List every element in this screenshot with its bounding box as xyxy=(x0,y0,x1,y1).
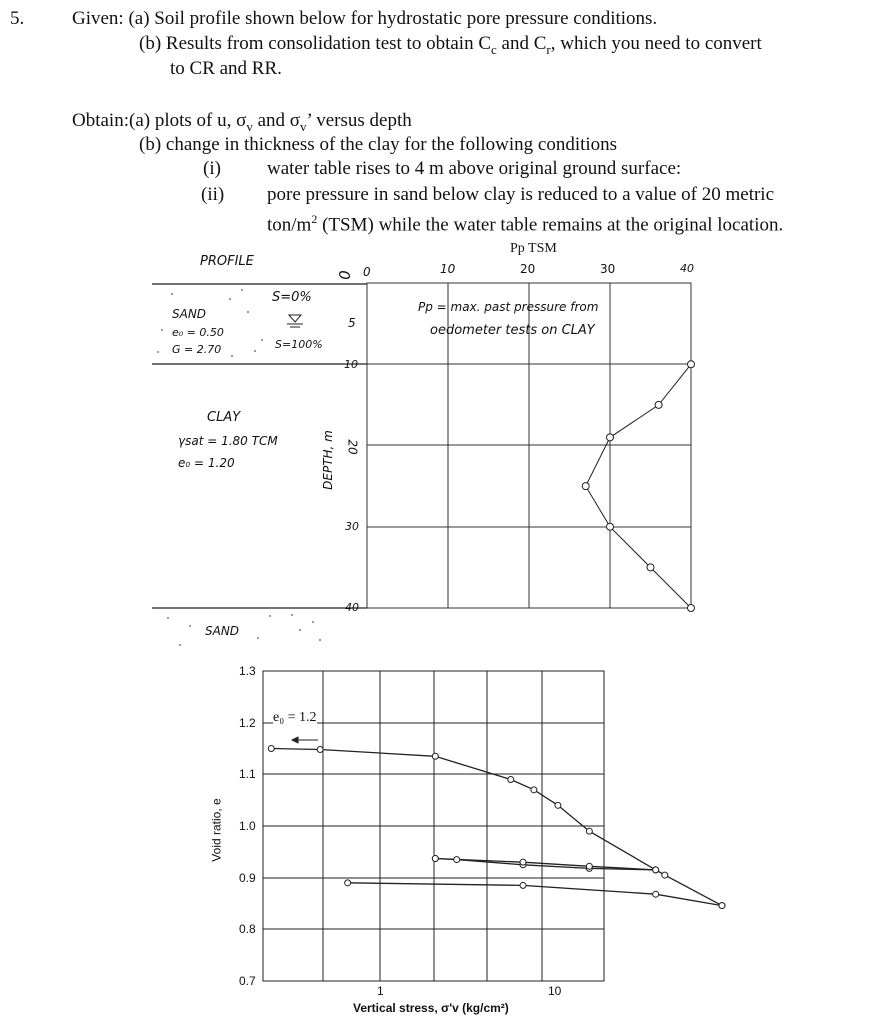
saturation-full-label: S=100% xyxy=(275,338,323,351)
condition-ii-unit: ton/m xyxy=(267,214,312,236)
sand-bottom-label: SAND xyxy=(205,624,240,638)
consolidation-point-0-1 xyxy=(317,747,323,753)
saturation-zero-label: S=0% xyxy=(272,290,312,305)
consolidation-point-0-4 xyxy=(531,787,537,793)
pp-axis-label: Pp TSM xyxy=(510,241,557,256)
pp-tick-30: 30 xyxy=(600,262,616,276)
depth-axis-label: DEPTH, m xyxy=(320,430,335,490)
condition-ii-text: pore pressure in sand below clay is reduced to a value of 20 metric xyxy=(267,184,775,205)
problem-number: 5. xyxy=(10,8,25,29)
pp-tick-0: 0 xyxy=(363,265,371,279)
condition-ii-rest: (TSM) while the water table remains at the original location. xyxy=(317,214,784,236)
clay-gamma-label: γsat = 1.80 TCM xyxy=(178,434,278,448)
obtain-a-start: Obtain:(a) plots of u, σ xyxy=(72,110,247,131)
sigma-v-subscript: v xyxy=(246,118,253,134)
sand-g-label: G = 2.70 xyxy=(172,343,222,356)
given-b-mid: and C xyxy=(496,33,547,54)
clay-e0-label: e₀ = 1.20 xyxy=(178,456,235,470)
condition-i-text: water table rises to 4 m above original ground surface: xyxy=(267,158,682,179)
consolidation-point-2-1 xyxy=(520,859,526,865)
consolidation-point-0-3 xyxy=(508,777,514,783)
pp-point-4 xyxy=(607,523,614,530)
sand-top-label: SAND xyxy=(172,307,207,321)
depth-tick-40: 40 xyxy=(345,601,359,614)
condition-i-number: (i) xyxy=(203,158,221,179)
obtain-a-end: ’ versus depth xyxy=(306,110,412,131)
consolidation-point-0-2 xyxy=(432,753,438,759)
squared-superscript: 2 xyxy=(311,212,318,226)
pp-point-3 xyxy=(582,483,589,490)
e0-arrow-icon xyxy=(292,737,318,743)
stress-tick-1: 1 xyxy=(377,984,384,998)
given-b2-text: to CR and RR. xyxy=(170,58,282,79)
pp-tick-40: 40 xyxy=(680,262,694,275)
consolidation-point-0-0 xyxy=(268,746,274,752)
consolidation-point-3-3 xyxy=(345,880,351,886)
depth-tick-10: 10 xyxy=(344,358,358,371)
consolidation-point-3-0 xyxy=(719,903,725,909)
consolidation-curves xyxy=(271,749,722,906)
consolidation-point-2-3 xyxy=(653,867,659,873)
depth-tick-0: 0 xyxy=(334,270,353,280)
consolidation-point-3-1 xyxy=(653,891,659,897)
consolidation-points xyxy=(268,746,725,909)
water-table-icon xyxy=(287,315,303,327)
given-a-text: Given: (a) Soil profile shown below for hydrostatic pore pressure conditions. xyxy=(72,8,658,29)
cr-subscript: r xyxy=(546,41,551,57)
e-tick-0-9: 0.9 xyxy=(239,871,256,885)
pp-curve-line xyxy=(586,364,691,608)
consolidation-series-3 xyxy=(348,883,722,906)
e0-annotation: e₀ = 1.2 xyxy=(273,710,317,725)
e-tick-1-0: 1.0 xyxy=(239,819,256,833)
obtain-a-mid: and σ xyxy=(252,110,301,131)
e-tick-0-8: 0.8 xyxy=(239,922,256,936)
pp-point-2 xyxy=(607,434,614,441)
sigma-v-eff-subscript: v xyxy=(300,118,307,134)
pp-point-6 xyxy=(688,605,695,612)
consolidation-point-2-4 xyxy=(662,872,668,878)
given-b-end: , which you need to convert xyxy=(550,33,762,54)
obtain-b-text: (b) change in thickness of the clay for the following conditions xyxy=(139,134,618,155)
pp-points xyxy=(582,361,694,612)
stress-axis-label: Vertical stress, σ'v (kg/cm²) xyxy=(353,1001,509,1015)
pp-point-5 xyxy=(647,564,654,571)
profile-title: PROFILE xyxy=(200,254,254,269)
depth-tick-30: 30 xyxy=(345,520,359,533)
e-tick-0-7: 0.7 xyxy=(239,974,256,988)
consolidation-point-2-0 xyxy=(432,856,438,862)
sand-e0-label: e₀ = 0.50 xyxy=(172,326,224,339)
depth-tick-5: 5 xyxy=(348,316,356,330)
condition-ii-number: (ii) xyxy=(201,184,225,205)
consolidation-point-2-2 xyxy=(586,863,592,869)
pp-point-0 xyxy=(688,361,695,368)
consolidation-point-0-6 xyxy=(586,828,592,834)
e-tick-1-1: 1.1 xyxy=(239,767,256,781)
consolidation-point-1-3 xyxy=(454,857,460,863)
e-tick-1-2: 1.2 xyxy=(239,716,256,730)
given-b-start: (b) Results from consolidation test to obtain C xyxy=(139,33,491,54)
pp-note-line1: Pp = max. past pressure from xyxy=(418,300,599,314)
stress-tick-10: 10 xyxy=(548,984,562,998)
pp-note-line2: oedometer tests on CLAY xyxy=(430,323,595,338)
pp-tick-20: 20 xyxy=(520,262,536,276)
depth-tick-20: 20 xyxy=(345,439,360,455)
pp-tick-10: 10 xyxy=(440,262,456,276)
consolidation-point-3-2 xyxy=(520,882,526,888)
pp-point-1 xyxy=(655,401,662,408)
consolidation-series-0 xyxy=(271,749,656,870)
cc-subscript: c xyxy=(491,41,497,57)
consolidation-point-0-5 xyxy=(555,802,561,808)
void-ratio-axis-label: Void ratio, e xyxy=(209,798,224,862)
clay-label: CLAY xyxy=(207,410,241,425)
e-tick-1-3: 1.3 xyxy=(239,664,256,678)
